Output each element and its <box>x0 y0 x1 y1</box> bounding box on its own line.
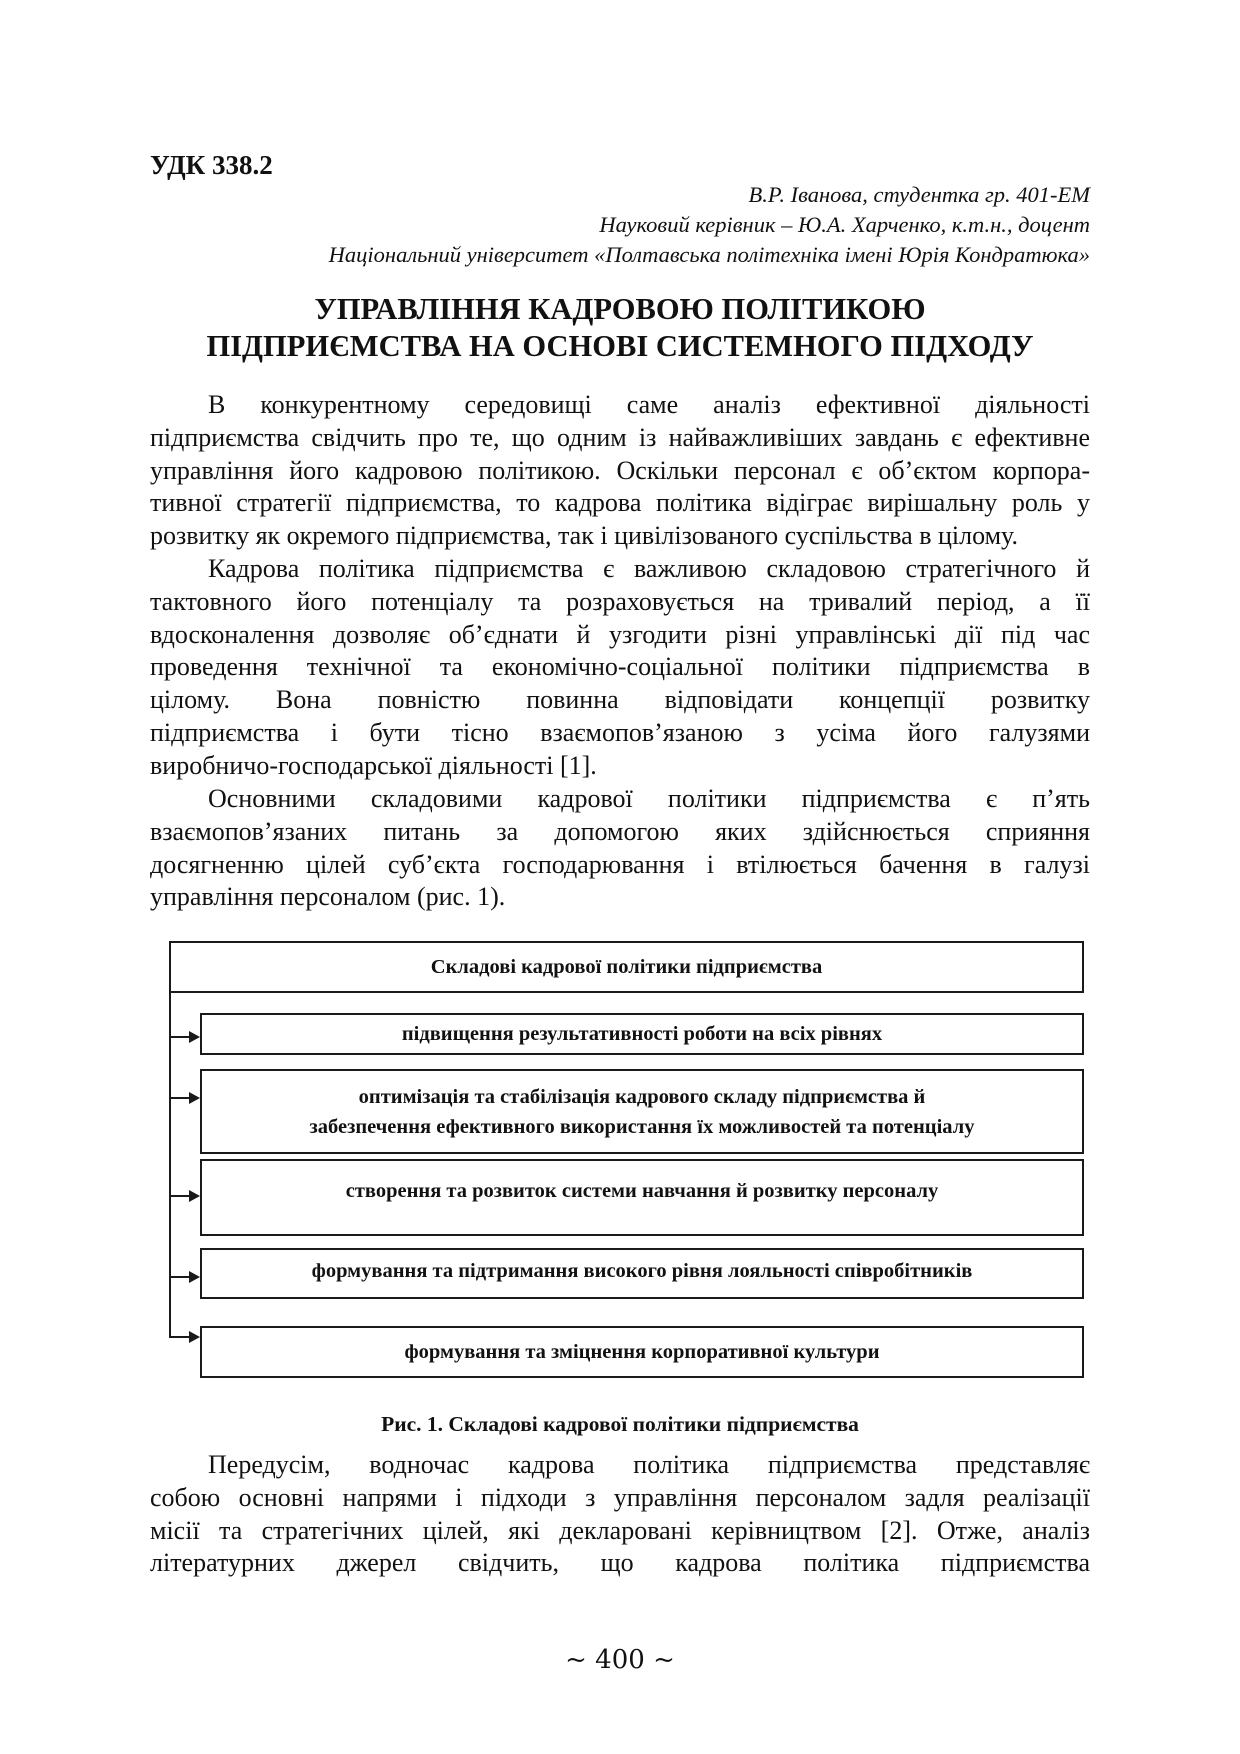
author-line: В.Р. Іванова, студентка гр. 401-ЕМ <box>748 182 1090 207</box>
text-line: управління персоналом (рис. 1). <box>150 882 506 912</box>
paragraph-1 <box>150 389 1090 553</box>
supervisor-line: Науковий керівник – Ю.А. Харченко, к.т.н., доцент <box>599 212 1090 237</box>
diagram-item-label: формування та підтримання високого рівня лояльності співробітників <box>311 1260 973 1282</box>
diagram-item-label: підвищення результативності роботи на всіх рівнях <box>401 1023 883 1045</box>
diagram-item-label: створення та розвиток системи навчання й розвитку персоналу <box>345 1180 939 1202</box>
diagram-root-label: Складові кадрової політики підприємства <box>430 956 823 978</box>
text-line: собою основні напрями і підходи з управління персоналом задля реалізації <box>150 1482 1090 1512</box>
connector-line <box>170 1276 191 1278</box>
paragraph-3 <box>150 783 1090 914</box>
diagram-item-box <box>200 1013 1084 1055</box>
text-line: взаємопов’язаних питань за допомогою яких здійснюється сприяння <box>150 816 1090 846</box>
connector-trunk-line <box>169 992 171 1338</box>
diagram-item-label: оптимізація та стабілізація кадрового складу підприємства й <box>358 1085 926 1108</box>
paragraph-4 <box>150 1449 1090 1580</box>
text-line: управління його кадровою політикою. Оскільки персонал є об’єктом корпора- <box>150 455 1090 485</box>
figure-caption: Рис. 1. Складові кадрової політики підприємства <box>381 1412 859 1436</box>
arrow-right-icon <box>189 1190 200 1202</box>
affiliation-line: Національний університет «Полтавська політехніка імені Юрія Кондратюка» <box>328 242 1090 267</box>
text-line: тивної стратегії підприємства, то кадрова політика відіграє вирішальну роль у <box>150 488 1090 518</box>
diagram-item-box <box>200 1069 1084 1154</box>
text-line: Кадрова політика підприємства є важливою складовою стратегічного й <box>208 554 1090 583</box>
text-line: Основними складовими кадрової політики підприємства є п’ять <box>208 784 1090 813</box>
connector-line <box>170 1036 191 1038</box>
text-line: підприємства і бути тісно взаємопов’язаною з усіма його галузями <box>150 717 1090 747</box>
connector-line <box>170 1195 191 1197</box>
diagram-item-box <box>200 1159 1084 1236</box>
arrow-right-icon <box>189 1031 200 1043</box>
diagram-item-label: формування та зміцнення корпоративної культури <box>404 1341 880 1363</box>
paragraph-2 <box>150 553 1090 783</box>
arrow-right-icon <box>189 1271 200 1283</box>
connector-line <box>170 1336 191 1338</box>
diagram-item-label: забезпечення ефективного використання їх можливостей та потенціалу <box>309 1115 975 1138</box>
text-line: літературних джерел свідчить, що кадрова політика підприємства <box>150 1548 1090 1578</box>
paper-title <box>150 291 1090 365</box>
text-line: вдосконалення дозволяє об’єднати й узгодити різні управлінські дії під час <box>150 619 1090 649</box>
text-line: підприємства свідчить про те, що одним із найважливіших завдань є ефективне <box>150 422 1090 452</box>
text-line: розвитку як окремого підприємства, так і цивілізованого суспільства в цілому. <box>150 521 1018 551</box>
text-line: Передусім, водночас кадрова політика підприємства представляє <box>208 1450 1090 1479</box>
diagram-item-box <box>200 1248 1084 1299</box>
connector-line <box>170 1097 191 1099</box>
title-line: УПРАВЛІННЯ КАДРОВОЮ ПОЛІТИКОЮ <box>314 292 926 326</box>
text-line: проведення технічної та економічно-соціальної політики підприємства в <box>150 652 1090 682</box>
text-line: тактовного його потенціалу та розраховується на тривалий період, а її <box>150 586 1090 616</box>
text-line: виробничо-господарської діяльності [1]. <box>150 750 597 780</box>
arrow-right-icon <box>189 1331 200 1343</box>
text-line: цілому. Вона повністю повинна відповідати концепції розвитку <box>150 685 1090 715</box>
title-line: ПІДПРИЄМСТВА НА ОСНОВІ СИСТЕМНОГО ПІДХОДУ <box>206 329 1034 363</box>
text-line: місії та стратегічних цілей, які декларовані керівництвом [2]. Отже, аналіз <box>150 1515 1090 1545</box>
arrow-right-icon <box>189 1092 200 1104</box>
text-line: досягненню цілей суб’єкта господарювання і втілюється бачення в галузі <box>150 849 1090 879</box>
udk-code: УДК 338.2 <box>150 150 273 180</box>
diagram-item-box <box>200 1326 1084 1378</box>
text-line: В конкурентному середовищі саме аналіз ефективної діяльності <box>208 390 1090 419</box>
author-block <box>190 180 1090 270</box>
page-number: ~ 400 ~ <box>565 1645 675 1675</box>
diagram-root-box <box>169 941 1084 993</box>
